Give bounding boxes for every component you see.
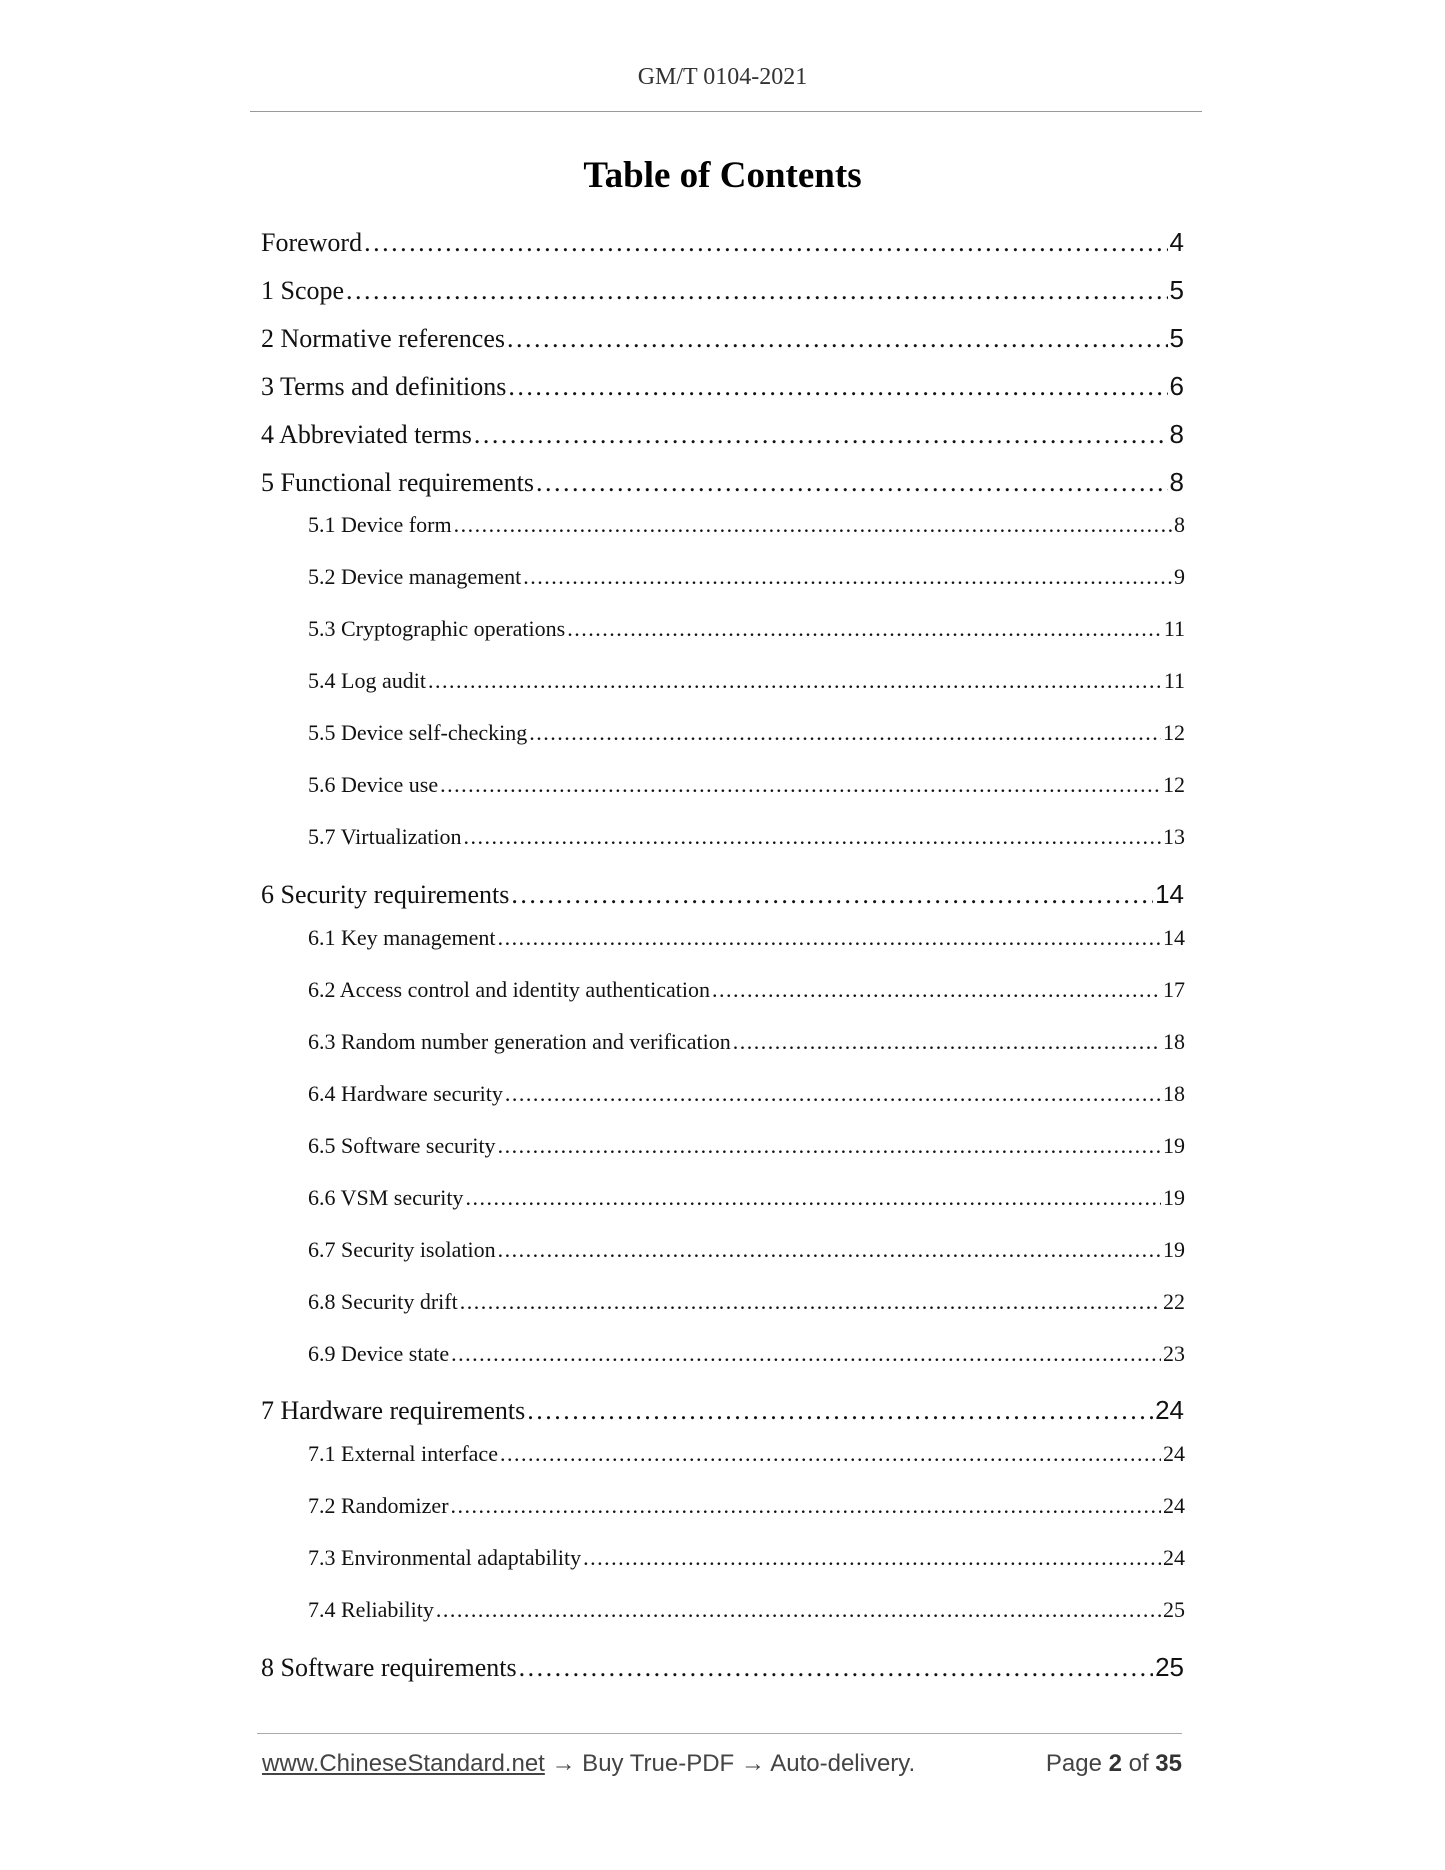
dot-leader [507,324,1168,354]
toc-entry-page: 24 [1163,1545,1185,1570]
toc-entry-label: 5.7 Virtualization [308,824,462,849]
toc-entry-5-5[interactable] [308,720,1185,746]
toc-entry-page: 17 [1163,977,1185,1002]
toc-entry-label: 6.7 Security isolation [308,1237,496,1262]
dot-leader [529,720,1161,746]
toc-entry-page: 18 [1163,1029,1185,1054]
toc-entry-label: 6.3 Random number generation and verification [308,1029,731,1054]
toc-entry-scope[interactable] [261,275,1184,306]
toc-entry-page: 24 [1163,1441,1185,1466]
toc-entry-label: 7.2 Randomizer [308,1493,449,1518]
dot-leader [567,616,1162,642]
toc-entry-page: 8 [1174,512,1185,537]
dot-leader [454,512,1172,538]
toc-entry-label: 7.1 External interface [308,1441,498,1466]
toc-entry-6-3[interactable] [308,1029,1185,1055]
dot-leader [498,1133,1161,1159]
toc-entry-7-3[interactable] [308,1545,1185,1571]
toc-entry-page: 5 [1169,323,1184,353]
dot-leader [500,1441,1161,1467]
toc-entry-5-1[interactable] [308,512,1185,538]
toc-entry-label: 5.1 Device form [308,512,452,537]
page-title: Table of Contents [583,155,862,196]
dot-leader [733,1029,1161,1055]
toc-entry-label: 6.9 Device state [308,1341,450,1366]
toc-entry-label: 1 Scope [261,276,345,305]
toc-entry-page: 18 [1163,1081,1185,1106]
toc-entry-page: 13 [1163,824,1185,849]
toc-entry-page: 25 [1163,1597,1185,1622]
page-indicator [1046,1750,1182,1778]
toc-entry-abbreviated-terms[interactable] [261,419,1184,450]
toc-entry-label: 7.4 Reliability [308,1597,434,1622]
toc-entry-7-1[interactable] [308,1441,1185,1467]
dot-leader [474,420,1168,450]
toc-entry-6-2[interactable] [308,977,1185,1003]
dot-leader [463,824,1161,850]
toc-entry-5-4[interactable] [308,668,1185,694]
toc-entry-label: 5.2 Device management [308,564,522,589]
dot-leader [460,1289,1161,1315]
toc-entry-label: 6.5 Software security [308,1133,496,1158]
total-page-count: 35 [1155,1750,1182,1777]
toc-entry-page: 12 [1163,772,1185,797]
document-code: GM/T 0104-2021 [637,64,808,90]
toc-entry-page: 8 [1169,467,1184,497]
footer-promo [262,1750,915,1778]
toc-entry-page: 19 [1163,1237,1185,1262]
dot-leader [364,228,1167,258]
toc-entry-label: 6.6 VSM security [308,1185,464,1210]
toc-entry-5-7[interactable] [308,824,1185,850]
toc-entry-5-2[interactable] [308,564,1185,590]
toc-entry-6-1[interactable] [308,925,1185,951]
dot-leader [428,668,1162,694]
toc-entry-7-4[interactable] [308,1597,1185,1623]
toc-entry-functional-requirements[interactable] [261,467,1184,498]
toc-entry-label: Foreword [261,228,363,257]
toc-entry-page: 19 [1163,1185,1185,1210]
dot-leader [583,1545,1161,1571]
dot-leader [712,977,1161,1003]
dot-leader [511,880,1153,910]
current-page-number: 2 [1108,1750,1122,1777]
toc-entry-label: 8 Software requirements [261,1653,517,1682]
toc-entry-5-3[interactable] [308,616,1185,642]
dot-leader [523,564,1172,590]
toc-entry-page: 4 [1169,227,1184,257]
dot-leader [508,372,1167,402]
toc-entry-label: 6.4 Hardware security [308,1081,503,1106]
dot-leader [505,1081,1161,1107]
footer-tagline: → Buy True-PDF → Auto-delivery. [544,1750,916,1777]
toc-entry-label: 2 Normative references [261,324,505,353]
toc-entry-7-2[interactable] [308,1493,1185,1519]
toc-entry-software-requirements[interactable] [261,1652,1184,1683]
toc-entry-page: 8 [1169,419,1184,449]
toc-entry-label: 5 Functional requirements [261,468,534,497]
toc-entry-label: 4 Abbreviated terms [261,420,472,449]
toc-entry-5-6[interactable] [308,772,1185,798]
page-prefix: Page [1045,1750,1109,1777]
dot-leader [440,772,1161,798]
toc-entry-label: 7 Hardware requirements [261,1396,526,1425]
toc-entry-label: 5.5 Device self-checking [308,720,528,745]
toc-entry-6-5[interactable] [308,1133,1185,1159]
toc-entry-page: 11 [1163,616,1185,641]
toc-entry-terms-and-definitions[interactable] [261,371,1184,402]
dot-leader [519,1653,1153,1683]
toc-entry-label: 6 Security requirements [261,880,510,909]
toc-entry-page: 14 [1163,925,1185,950]
footer-divider [257,1733,1182,1734]
toc-entry-6-9[interactable] [308,1341,1185,1367]
dot-leader [465,1185,1161,1211]
toc-entry-label: 3 Terms and definitions [261,372,507,401]
toc-entry-page: 6 [1169,371,1184,401]
page-of: of [1121,1750,1156,1777]
toc-entry-foreword[interactable] [261,227,1184,258]
website-link[interactable]: www.ChineseStandard.net [262,1750,545,1777]
toc-entry-label: 7.3 Environmental adaptability [308,1545,582,1570]
dot-leader [536,468,1168,498]
toc-entry-page: 25 [1155,1652,1184,1682]
toc-entry-6-4[interactable] [308,1081,1185,1107]
dot-leader [498,1237,1161,1263]
toc-entry-6-6[interactable] [308,1185,1185,1211]
toc-entry-label: 5.3 Cryptographic operations [308,616,566,641]
toc-entry-page: 23 [1163,1341,1185,1366]
dot-leader [451,1341,1161,1367]
dot-leader [451,1493,1161,1519]
dot-leader [346,276,1167,306]
toc-entry-label: 6.1 Key management [308,925,496,950]
dot-leader [527,1396,1153,1426]
toc-entry-label: 5.6 Device use [308,772,439,797]
toc-entry-page: 5 [1169,275,1184,305]
dot-leader [436,1597,1161,1623]
toc-entry-security-requirements[interactable] [261,879,1184,910]
toc-entry-page: 14 [1155,879,1184,909]
toc-entry-page: 9 [1174,564,1185,589]
toc-entry-page: 19 [1163,1133,1185,1158]
toc-entry-page: 24 [1155,1395,1184,1425]
toc-entry-6-8[interactable] [308,1289,1185,1315]
toc-entry-page: 11 [1163,668,1185,693]
toc-entry-label: 5.4 Log audit [308,668,426,693]
page-footer [262,1750,1182,1778]
toc-entry-page: 24 [1163,1493,1185,1518]
toc-entry-page: 12 [1163,720,1185,745]
toc-entry-label: 6.2 Access control and identity authentication [308,977,711,1002]
toc-entry-hardware-requirements[interactable] [261,1395,1184,1426]
toc-entry-label: 6.8 Security drift [308,1289,458,1314]
toc-entry-page: 22 [1163,1289,1185,1314]
toc-entry-6-7[interactable] [308,1237,1185,1263]
dot-leader [498,925,1161,951]
toc-entry-normative-references[interactable] [261,323,1184,354]
